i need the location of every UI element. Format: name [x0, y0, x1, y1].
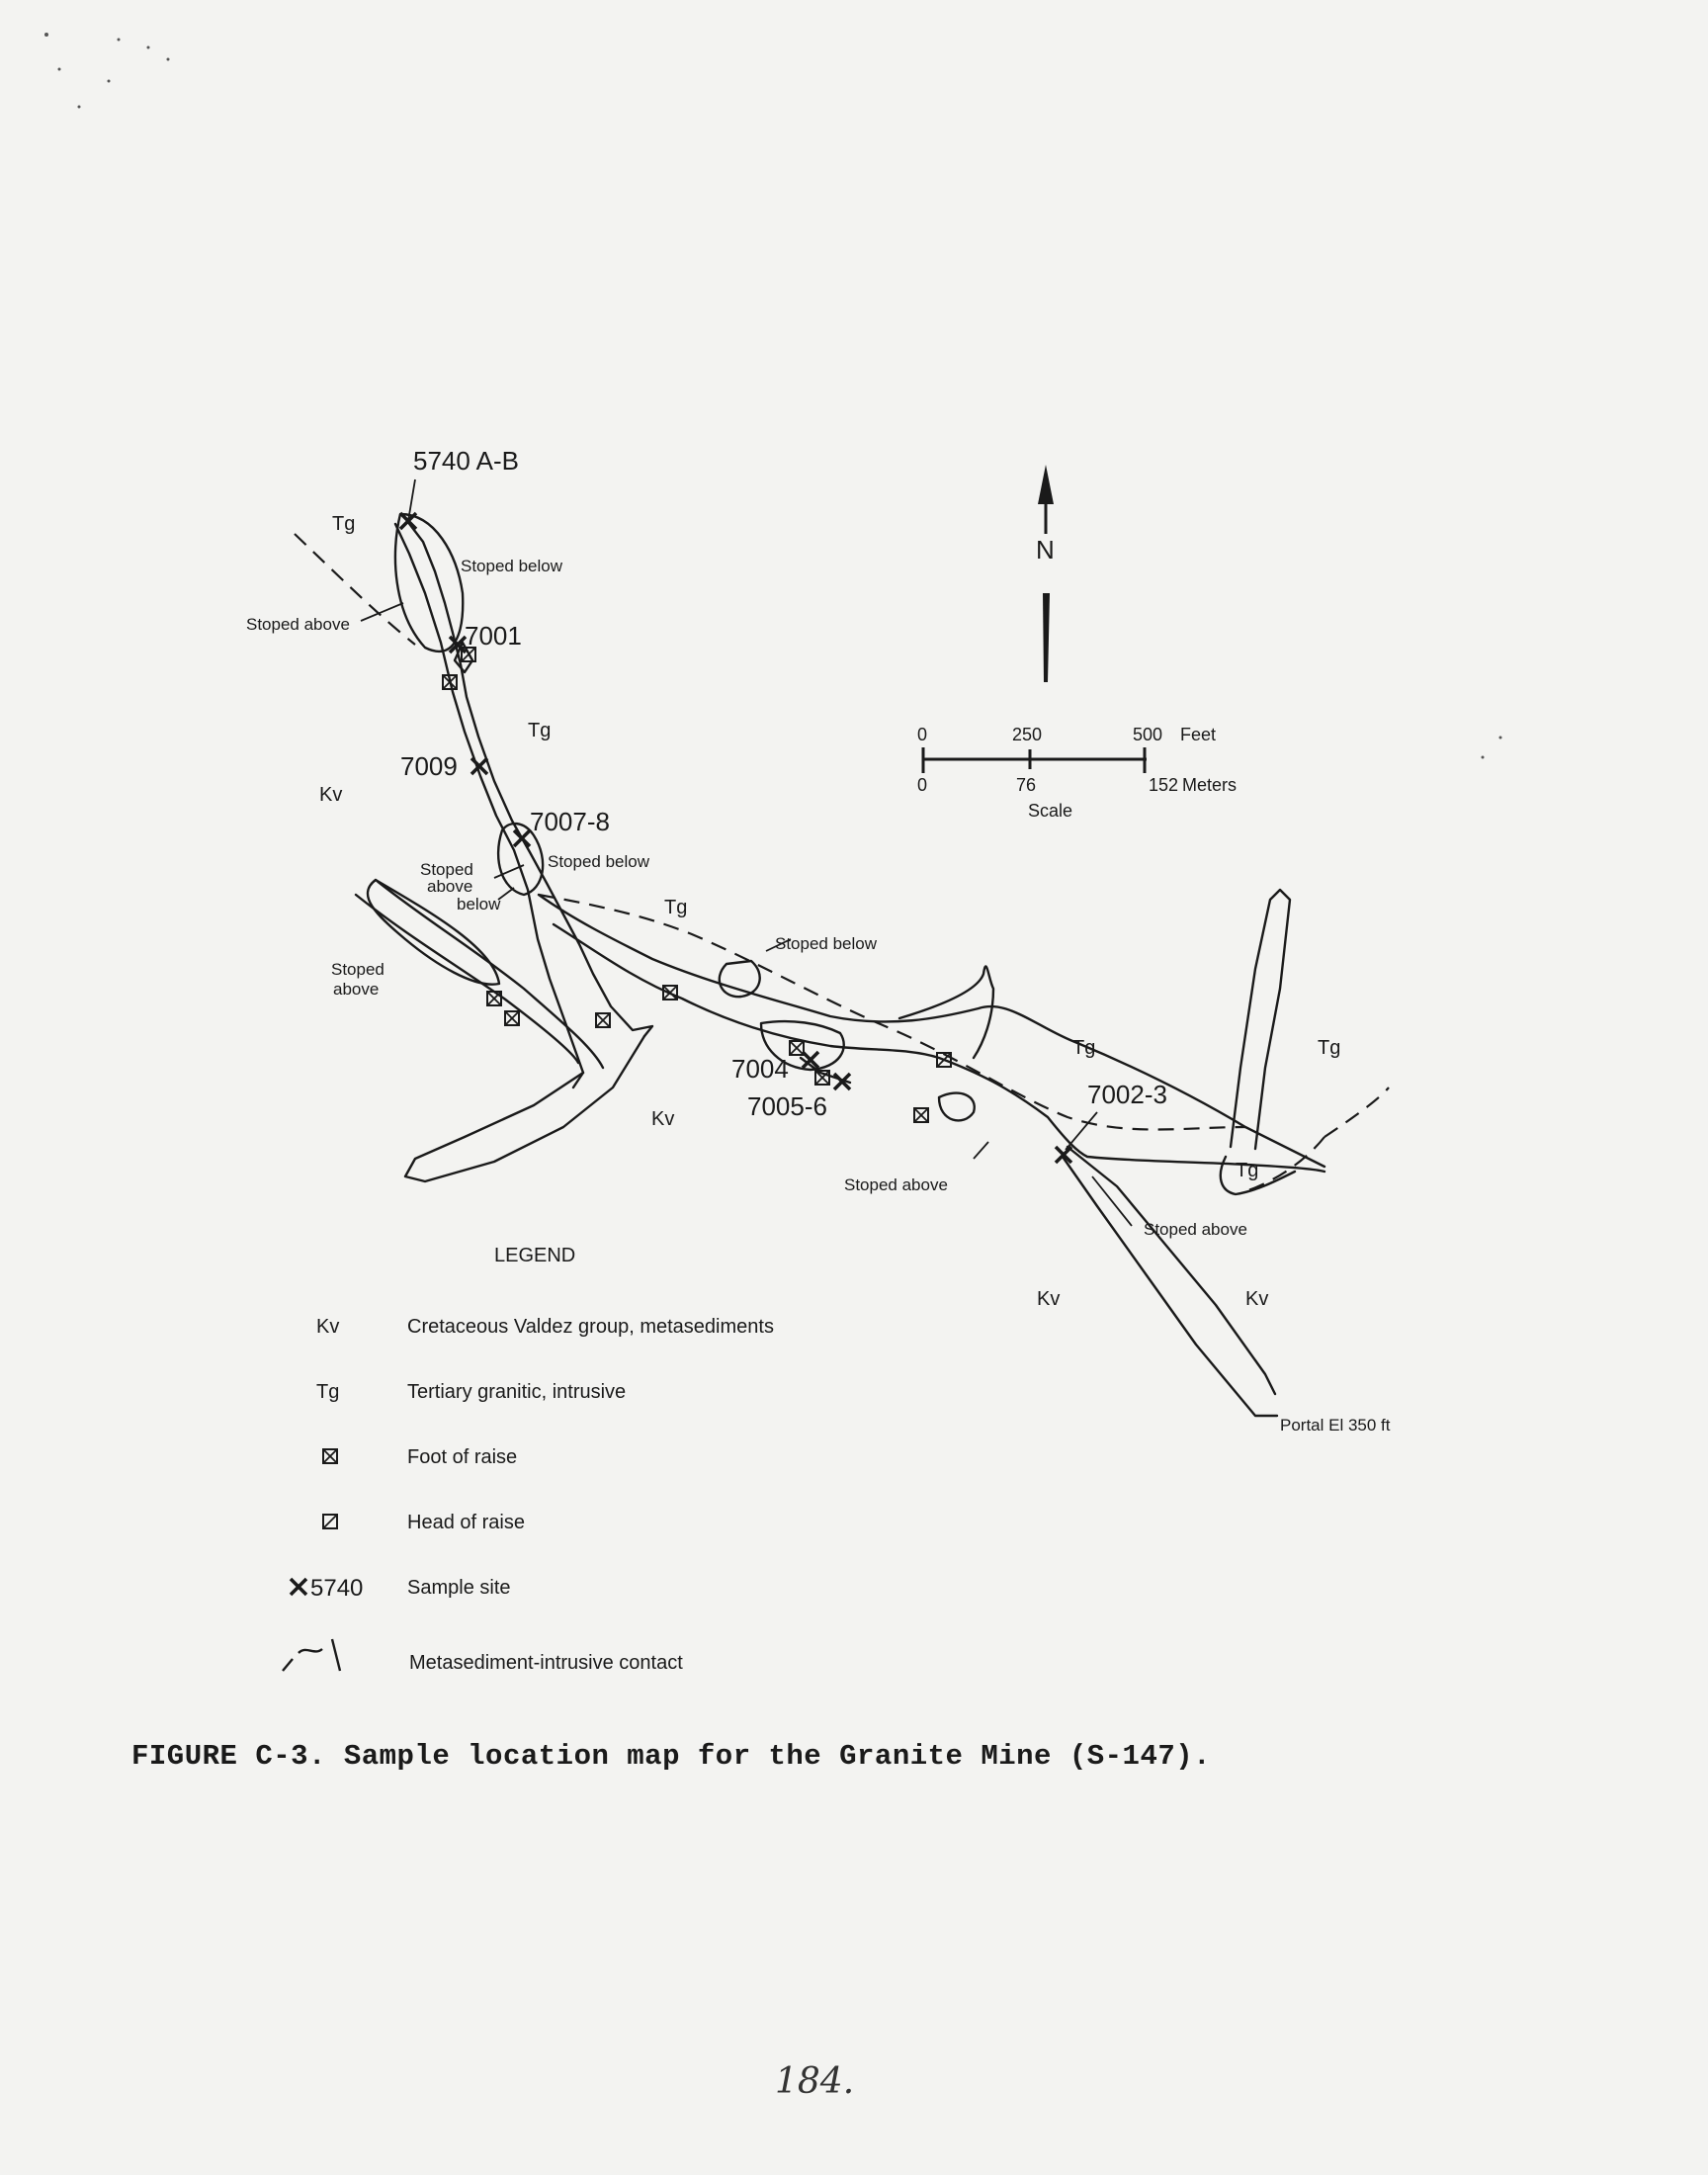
- north-label: N: [1036, 535, 1055, 565]
- ann-portal: Portal El 350 ft: [1280, 1416, 1391, 1435]
- legend-symbol-kv: Kv: [316, 1316, 340, 1338]
- ann-below-2: below: [457, 895, 501, 914]
- scale-m-152: 152: [1149, 775, 1179, 795]
- scale-m-unit: Meters: [1182, 775, 1238, 795]
- label-7009: 7009: [400, 751, 458, 781]
- label-5740: 5740 A-B: [413, 446, 519, 476]
- scan-speckles: [44, 33, 1502, 759]
- contact-icon: [283, 1639, 340, 1671]
- scale-bar: [917, 725, 1237, 821]
- ann-stoped-above-2a: Stoped: [420, 860, 473, 879]
- legend: [283, 1245, 774, 1674]
- unit-tg-1: Tg: [332, 513, 356, 535]
- foot-of-raise-icon: [323, 1449, 337, 1463]
- unit-tg-4: Tg: [1072, 1037, 1096, 1059]
- ann-stoped-above-2b: above: [427, 877, 473, 896]
- unit-kv-1: Kv: [319, 784, 343, 806]
- ann-stoped-below-3: Stoped below: [775, 934, 878, 953]
- ann-stoped-above-5: Stoped above: [1144, 1220, 1247, 1239]
- unit-tg-3: Tg: [664, 897, 688, 918]
- unit-tg-5: Tg: [1318, 1037, 1341, 1059]
- legend-text-sample: Sample site: [407, 1577, 511, 1599]
- sample-site-icon: [291, 1579, 306, 1595]
- legend-symbol-sample: 5740: [310, 1575, 364, 1602]
- scale-ft-0: 0: [917, 725, 928, 744]
- legend-text-contact: Metasediment-intrusive contact: [409, 1652, 683, 1674]
- label-7004: 7004: [731, 1054, 789, 1084]
- unit-kv-4: Kv: [1245, 1288, 1269, 1310]
- raise-symbols: [443, 648, 951, 1122]
- label-7005: 7005-6: [747, 1091, 827, 1121]
- ann-stoped-above-1: Stoped above: [246, 615, 350, 634]
- legend-text-foot: Foot of raise: [407, 1446, 518, 1468]
- scale-m-76: 76: [1016, 775, 1037, 795]
- figure-caption: FIGURE C-3. Sample location map for the Granite Mine (S-147).: [131, 1740, 1212, 1773]
- scale-ft-unit: Feet: [1180, 725, 1217, 744]
- ann-stoped-above-3b: above: [333, 980, 380, 999]
- legend-symbol-tg: Tg: [316, 1381, 340, 1403]
- label-7007: 7007-8: [530, 807, 610, 836]
- label-7001: 7001: [465, 621, 522, 651]
- annotations: [246, 557, 1391, 1435]
- label-7002: 7002-3: [1087, 1080, 1167, 1109]
- page-number: 184.: [775, 2061, 855, 2102]
- ann-stoped-above-4: Stoped above: [844, 1175, 948, 1194]
- scale-ft-500: 500: [1133, 725, 1163, 744]
- unit-kv-2: Kv: [651, 1108, 675, 1130]
- ann-stoped-above-3a: Stoped: [331, 960, 384, 979]
- unit-kv-3: Kv: [1037, 1288, 1061, 1310]
- head-of-raise-icon: [323, 1515, 337, 1528]
- leader-lines: [361, 479, 1132, 1226]
- scale-ft-250: 250: [1012, 725, 1043, 744]
- legend-title: LEGEND: [494, 1245, 576, 1266]
- scale-title: Scale: [1028, 801, 1073, 821]
- ann-stoped-below-2: Stoped below: [548, 852, 650, 871]
- unit-tg-6: Tg: [1236, 1160, 1259, 1181]
- scale-m-0: 0: [917, 775, 928, 795]
- legend-text-tg: Tertiary granitic, intrusive: [407, 1381, 627, 1403]
- legend-text-head: Head of raise: [407, 1512, 525, 1533]
- legend-text-kv: Cretaceous Valdez group, metasediments: [407, 1316, 774, 1338]
- unit-tg-2: Tg: [528, 720, 552, 741]
- north-arrow: [1036, 465, 1055, 682]
- ann-stoped-below-1: Stoped below: [461, 557, 563, 575]
